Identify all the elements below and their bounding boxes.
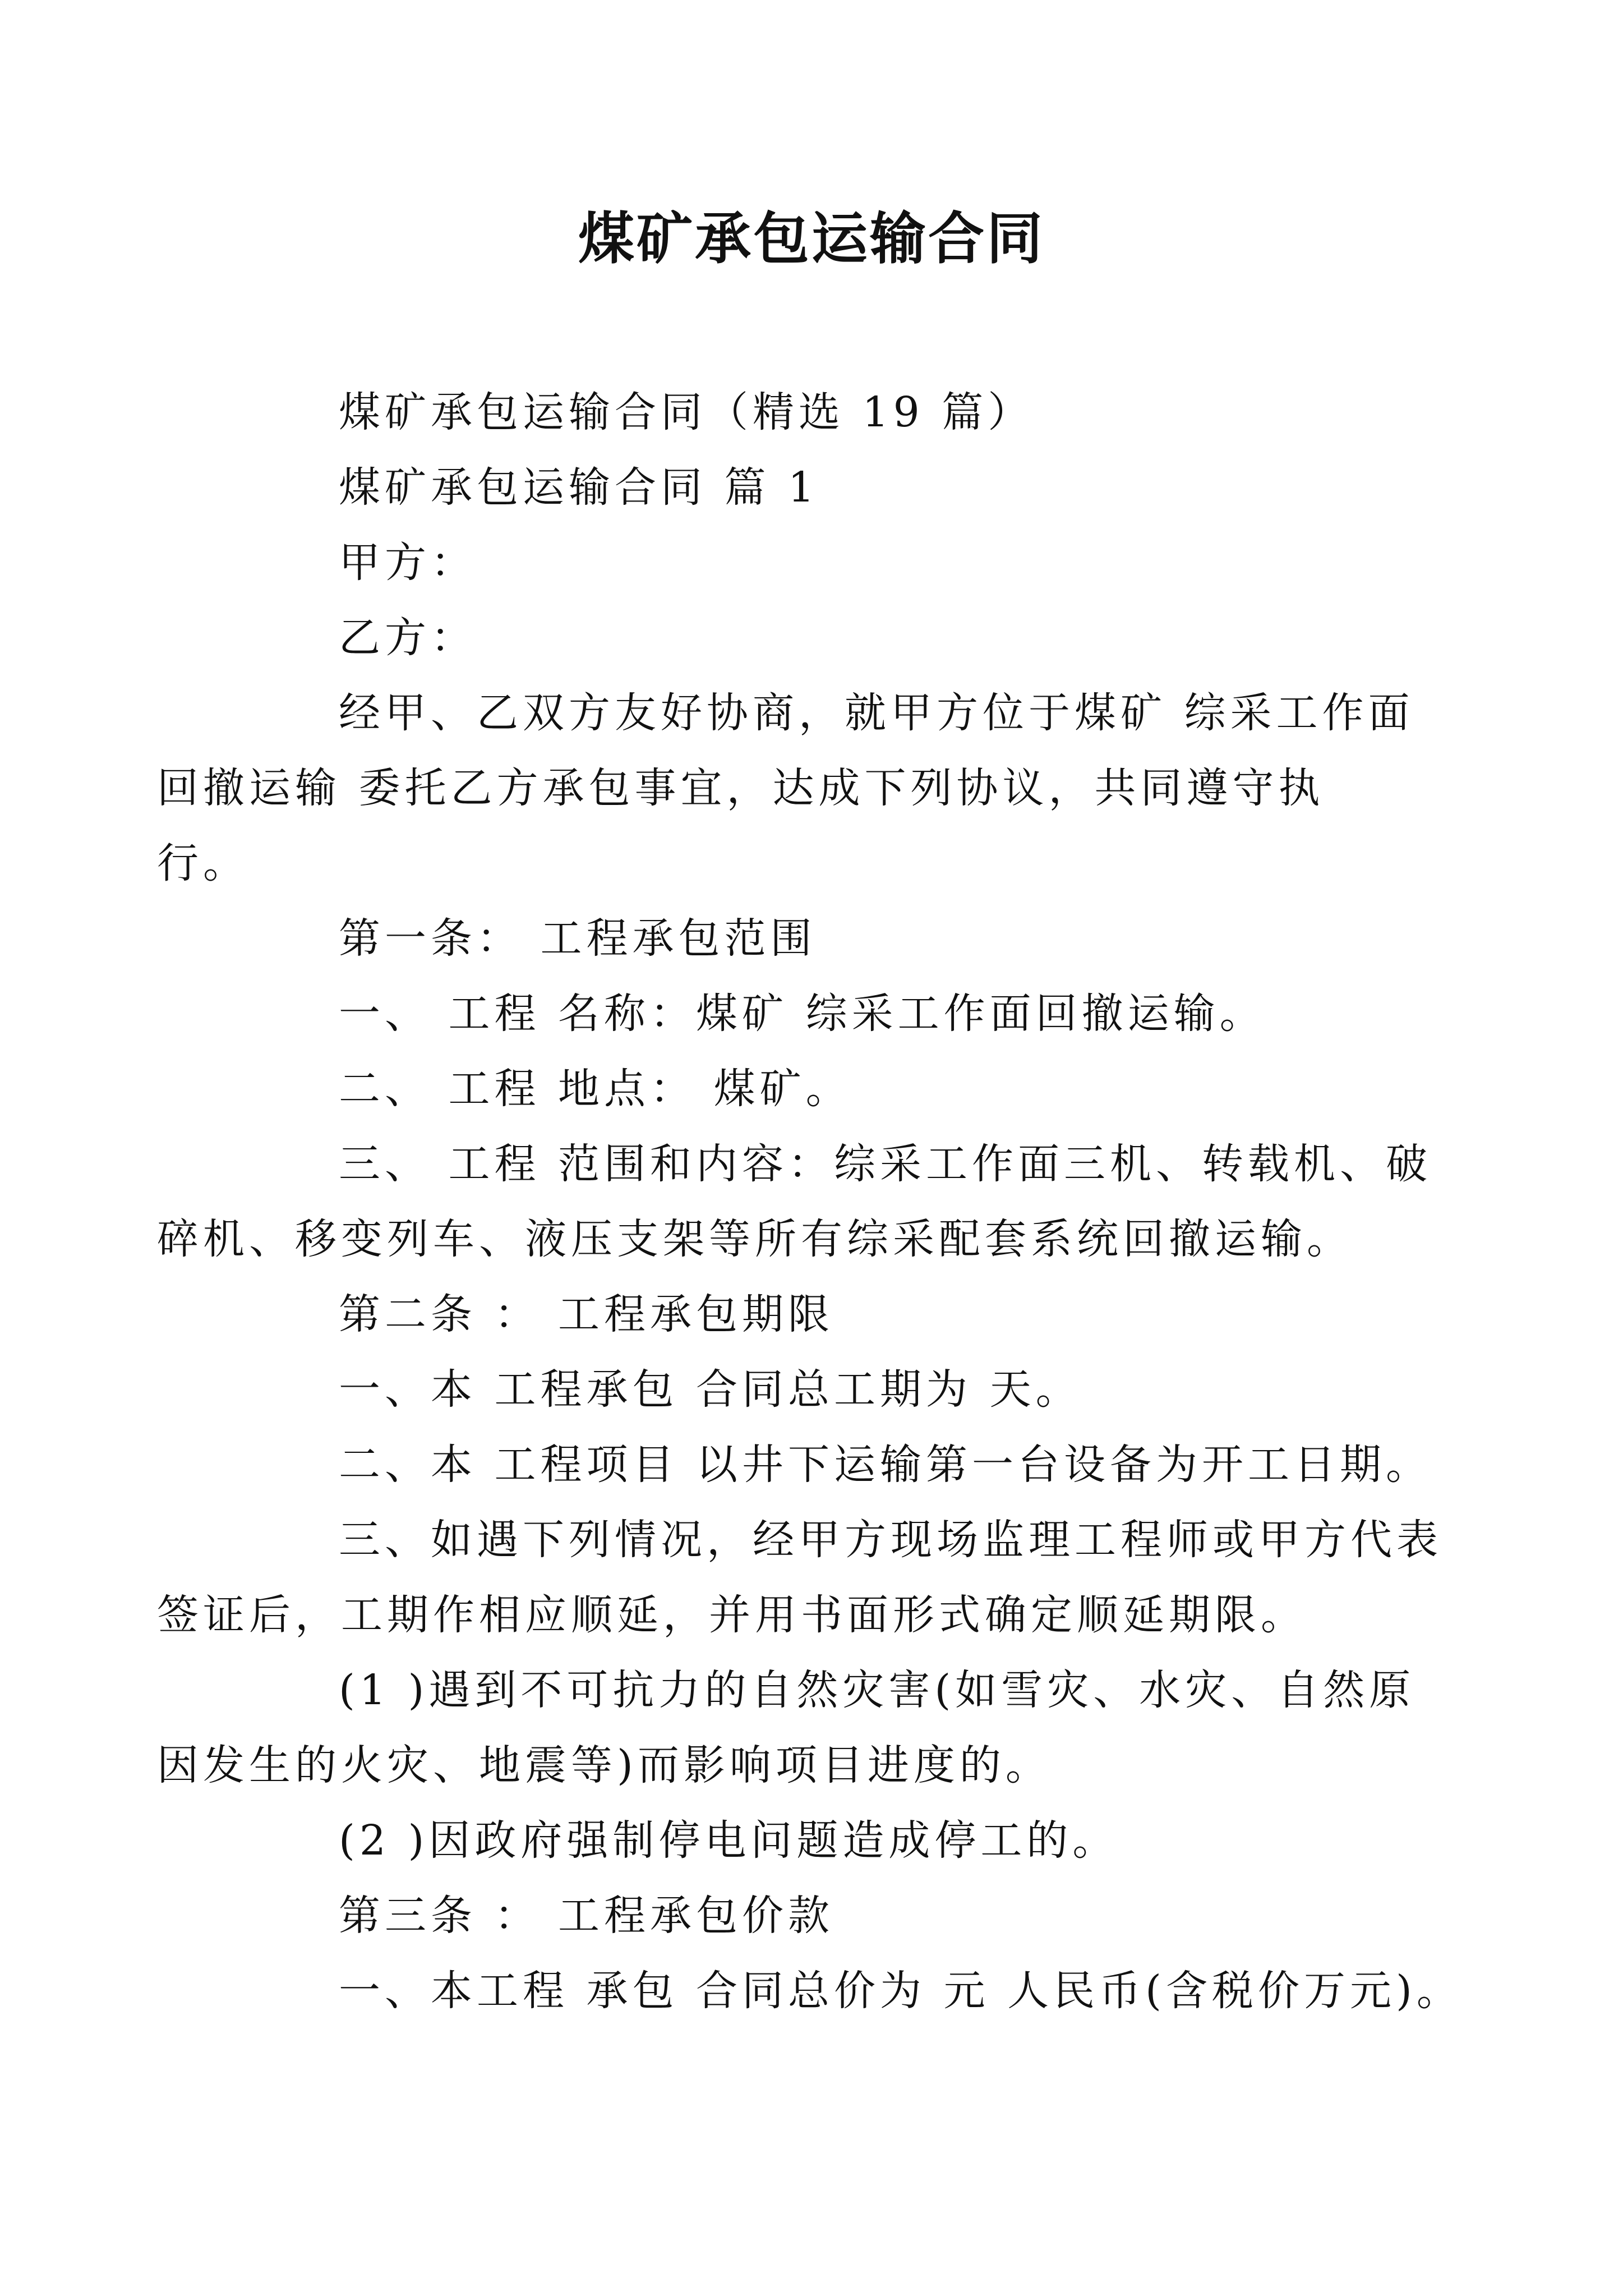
paragraph-line: 乙方： <box>339 614 477 662</box>
paragraph <box>248 1878 1414 1953</box>
paragraph-line: 签证后，工期作相应顺延，并用书面形式确定顺延期限。 <box>157 1591 1307 1639</box>
paragraph-line: (2 )因政府强制停电问题造成停工的。 <box>339 1816 1119 1865</box>
paragraph-line: 碎机、移变列车、液压支架等所有综采配套系统回撤运输。 <box>157 1215 1353 1263</box>
paragraph-line: 二、 工程 地点： 煤矿。 <box>339 1065 852 1113</box>
paragraph-line: 三、 工程 范围和内容：综采工作面三机、转载机、破 <box>339 1140 1432 1188</box>
paragraph-line: 第一条： 工程承包范围 <box>339 914 817 963</box>
paragraph <box>248 901 1414 976</box>
paragraph-line: 回撤运输 委托乙方承包事宜，达成下列协议，共同遵守执 <box>157 764 1325 812</box>
paragraph-line: 煤矿承包运输合同（精选 19 篇） <box>339 388 1034 436</box>
paragraph <box>157 1653 1415 1803</box>
document-title: 煤矿承包运输合同 <box>578 205 1045 272</box>
paragraph-line: 第三条 ： 工程承包价款 <box>339 1892 834 1940</box>
paragraph <box>248 976 1414 1051</box>
paragraph <box>248 1953 1463 2028</box>
paragraph <box>248 450 1414 525</box>
paragraph-line: 行。 <box>157 839 249 887</box>
paragraph-line: 甲方： <box>339 539 477 587</box>
paragraph <box>248 1803 1414 1878</box>
paragraph <box>248 1352 1414 1427</box>
paragraph-line: 第二条 ： 工程承包期限 <box>339 1290 834 1338</box>
paragraph-line: 煤矿承包运输合同 篇 1 <box>339 463 819 512</box>
paragraph <box>248 1277 1414 1352</box>
paragraph <box>248 525 1414 600</box>
paragraph <box>248 600 1414 675</box>
paragraph-line: (1 )遇到不可抗力的自然灾害(如雪灾、水灾、自然原 <box>339 1666 1415 1714</box>
paragraph-line: 因发生的火灾、地震等)而影响项目进度的。 <box>157 1741 1052 1789</box>
paragraph <box>157 675 1414 901</box>
paragraph <box>248 1051 1414 1126</box>
document-body <box>157 375 1463 2028</box>
paragraph <box>248 1427 1432 1502</box>
paragraph-line: 一、本工程 承包 合同总价为 元 人民币(含税价万元)。 <box>339 1967 1463 2015</box>
paragraph <box>248 375 1414 450</box>
paragraph-line: 三、如遇下列情况，经甲方现场监理工程师或甲方代表 <box>339 1516 1442 1564</box>
paragraph-line: 二、本 工程项目 以井下运输第一台设备为开工日期。 <box>339 1441 1432 1489</box>
paragraph <box>157 1502 1442 1653</box>
paragraph-line: 一、 工程 名称：煤矿 综采工作面回撤运输。 <box>339 990 1266 1038</box>
paragraph <box>157 1126 1432 1277</box>
paragraph-line: 经甲、乙双方友好协商，就甲方位于煤矿 综采工作面 <box>339 689 1414 737</box>
paragraph-line: 一、本 工程承包 合同总工期为 天。 <box>339 1365 1082 1414</box>
